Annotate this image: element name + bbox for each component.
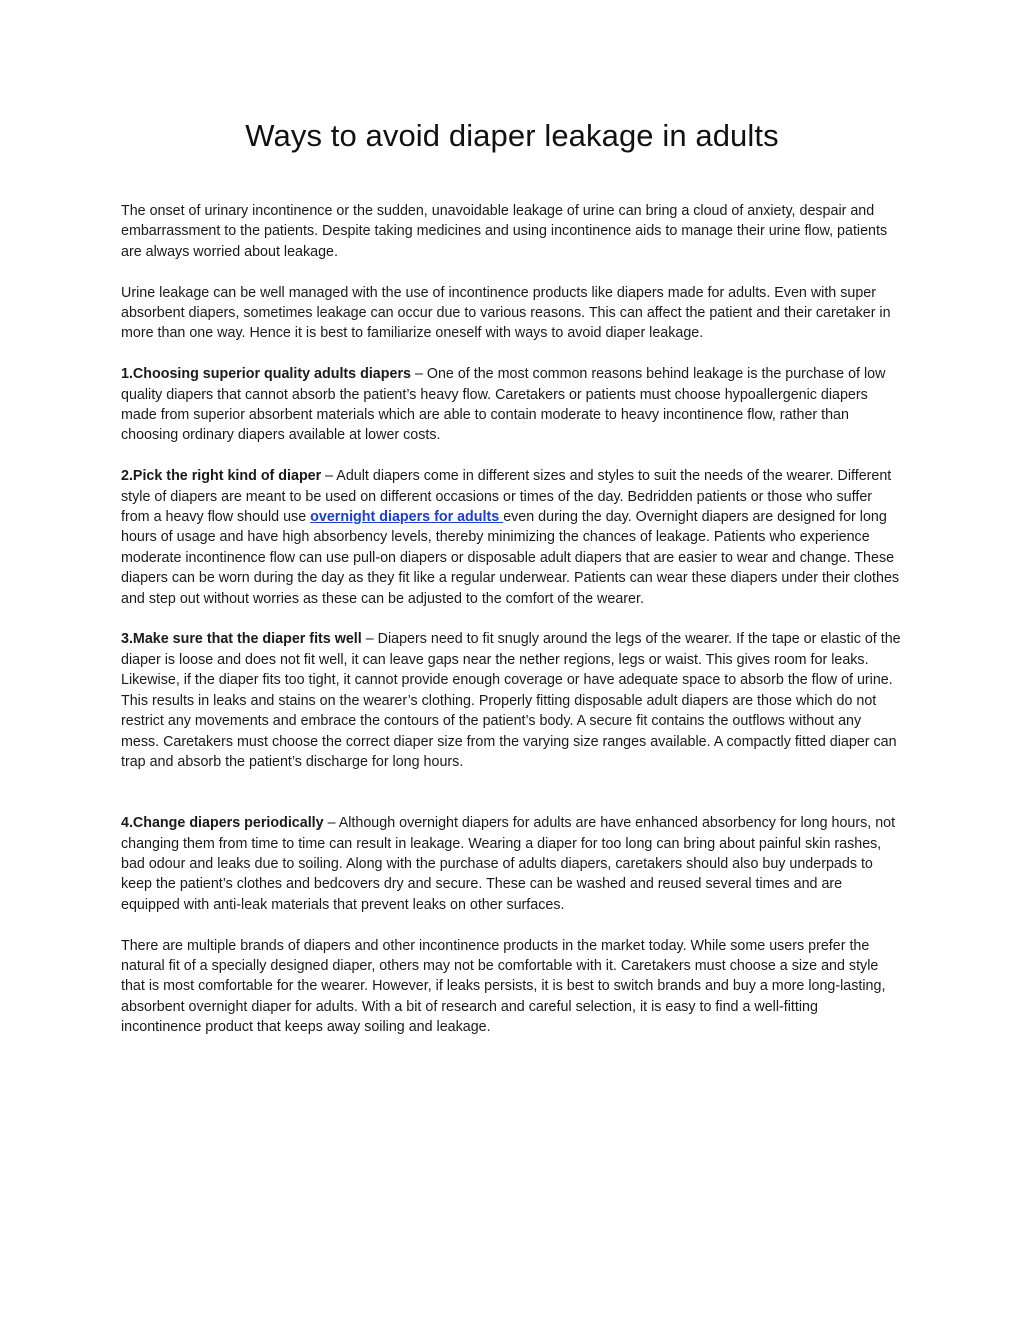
document-body xyxy=(121,201,901,1058)
section-4-heading: 4.Change diapers periodically xyxy=(121,815,324,832)
intro-paragraph-2: Urine leakage can be well managed with the use of incontinence products like diapers made for adults. Even with super absorbent diapers, sometimes leakage can occur due to various reasons. This can affect the patient and their caretaker in more than one way. Hence it is best to familiarize oneself with ways to avoid diaper leakage. xyxy=(121,284,891,342)
section-2-paragraph xyxy=(121,466,901,609)
conclusion-paragraph: There are multiple brands of diapers and other incontinence products in the market today. While some users prefer the natural fit of a specially designed diaper, others may not be comfortable with it. Caretakers must choose a size and style that is most comfortable for the wearer. However, if leaks persists, it is best to switch brands and buy a more long-lasting, absorbent overnight diaper for adults. With a bit of research and careful selection, it is easy to find a well-fitting incontinence product that keeps away soiling and leakage. xyxy=(121,937,886,1036)
section-2-text-after-link: even during the day. Overnight diapers are designed for long hours of usage and have high absorbency levels, thereby minimizing the chances of leakage. Patients who experience moderate incontinence flow can use pull-on diapers or disposable adult diapers that are easier to wear and change. These diapers can be worn during the day as they fit like a regular underwear. Patients can wear these diapers under their clothes and step out without worries as these can be adjusted to the comfort of the wearer. xyxy=(121,509,900,607)
section-1-heading: 1.Choosing superior quality adults diapers xyxy=(121,366,411,383)
section-3-heading: 3.Make sure that the diaper fits well xyxy=(121,631,362,648)
section-2-heading: 2.Pick the right kind of diaper xyxy=(121,468,322,485)
intro-paragraph-1: The onset of urinary incontinence or the sudden, unavoidable leakage of urine can bring a cloud of anxiety, despair and embarrassment to the patients. Despite taking medicines and using incontinence aids to manage their urine flow, patients are always worried about leakage. xyxy=(121,203,888,260)
overnight-diapers-link[interactable]: overnight diapers for adults xyxy=(310,509,504,526)
section-3-paragraph xyxy=(121,629,901,772)
section-4-paragraph xyxy=(121,813,901,915)
document-title: Ways to avoid diaper leakage in adults xyxy=(245,118,779,153)
section-3-text: – Diapers need to fit snugly around the legs of the wearer. If the tape or elastic of the diaper is loose and does not fit well, it can leave gaps near the nether regions, legs or waist. This gives room for leaks. Likewise, if the diaper fits too tight, it cannot provide enough coverage or have adequate space to absorb the flow of urine. This results in leaks and stains on the wearer’s clothing. Properly fitting disposable adult diapers are those which do not restrict any movements and embrace the contours of the patient’s body. A secure fit contains the outflows without any mess. Caretakers must choose the correct diaper size from the varying size ranges available. A compactly fitted diaper can trap and absorb the patient’s discharge for long hours. xyxy=(121,631,901,770)
section-1-paragraph xyxy=(121,364,901,446)
section-2-text-before-link: – Adult diapers come in different sizes and styles to suit the needs of the wearer. Different style of diapers are meant to be used on different occasions or times of the day. Bedridden patients or those who suffer from a heavy flow should use xyxy=(121,468,892,526)
section-1-text: – One of the most common reasons behind leakage is the purchase of low quality diapers that cannot absorb the patient’s heavy flow. Caretakers or patients must choose hypoallergenic diapers made from superior absorbent materials which are able to contain moderate to heavy incontinence flow, rather than choosing ordinary diapers available at lower costs. xyxy=(121,366,886,444)
section-4-text: – Although overnight diapers for adults are have enhanced absorbency for long hours, not changing them from time to time can result in leakage. Wearing a diaper for too long can bring about painful skin rashes, bad odour and leaks due to soiling. Along with the purchase of adults diapers, caretakers should also buy underpads to keep the patient’s clothes and bedcovers dry and secure. These can be washed and reused several times and are equipped with anti-leak materials that prevent leaks on other surfaces. xyxy=(121,815,896,913)
